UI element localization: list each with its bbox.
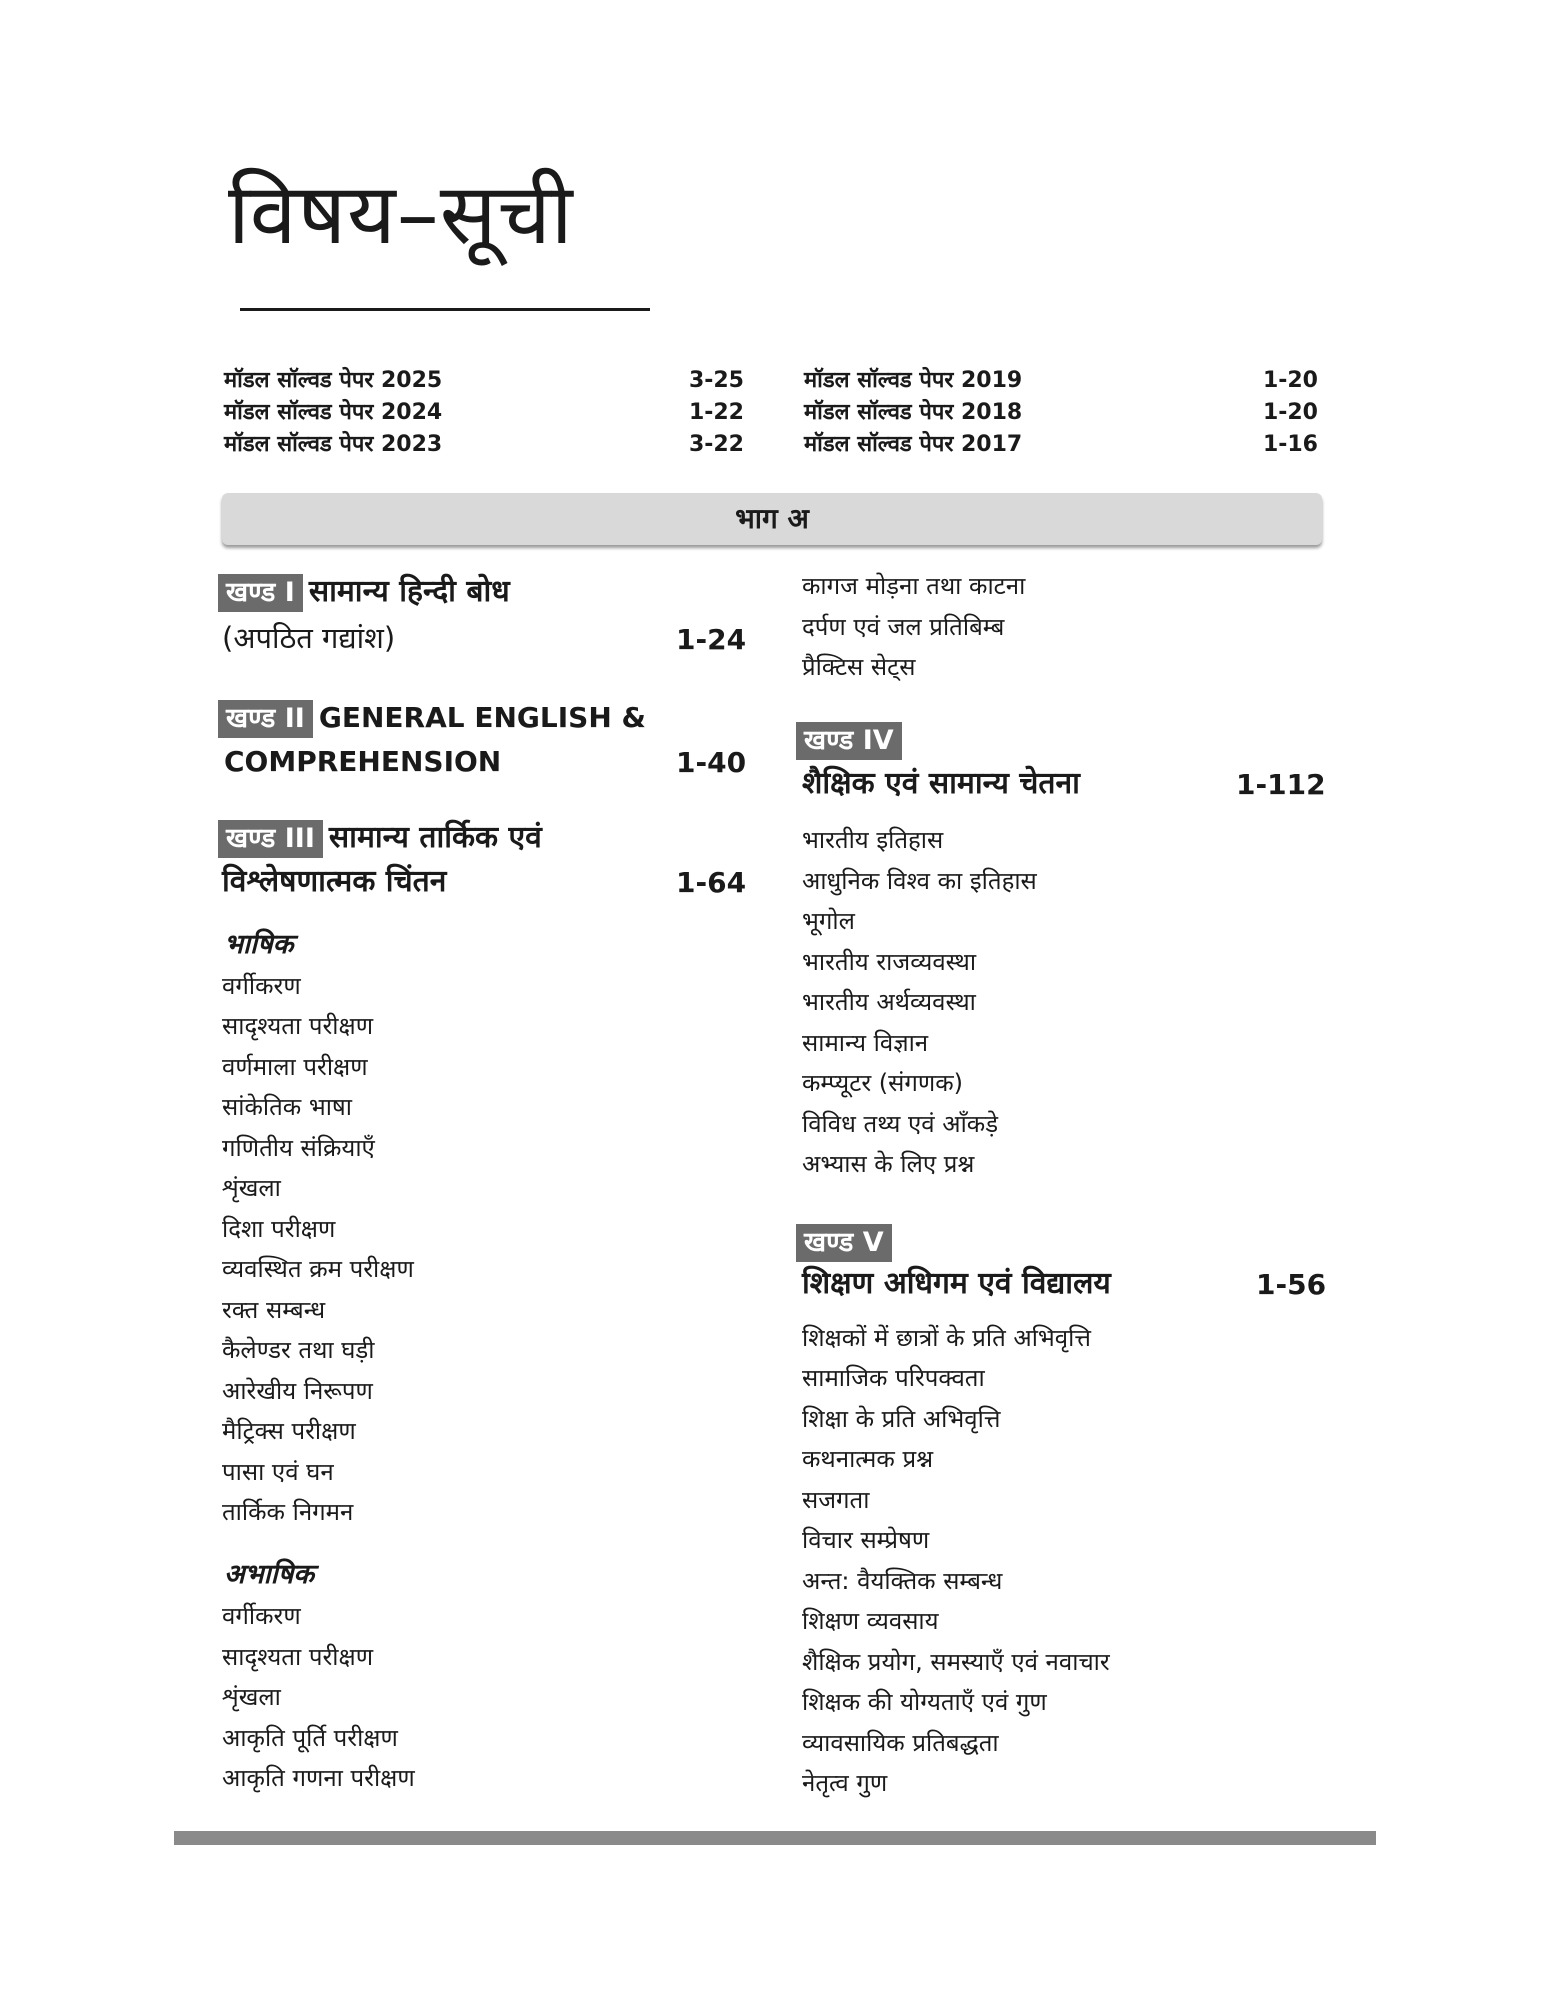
title-underline [240, 308, 650, 311]
topic-item: वर्गीकरण [222, 972, 301, 1000]
topic-item: शिक्षक की योग्यताएँ एवं गुण [802, 1688, 1047, 1716]
section-4-heading [796, 718, 908, 762]
topic-item: वर्णमाला परीक्षण [222, 1053, 368, 1081]
topic-item: अभ्यास के लिए प्रश्न [802, 1150, 975, 1178]
section-3-pages: 1-64 [676, 866, 747, 899]
model-paper-pages: 1-16 [1262, 432, 1318, 457]
model-paper-name: मॉडल सॉल्वड पेपर 2018 [804, 400, 1023, 425]
verbal-category-label: भाषिक [224, 929, 294, 960]
section-5-heading [796, 1220, 898, 1264]
section-4-title: शैक्षिक एवं सामान्य चेतना [802, 766, 1080, 801]
part-a-banner [222, 493, 1322, 545]
topic-item: विचार सम्प्रेषण [802, 1526, 930, 1554]
topic-item: भूगोल [802, 907, 855, 935]
topic-item: व्यवस्थित क्रम परीक्षण [222, 1255, 414, 1283]
section-5-pages: 1-56 [1256, 1268, 1327, 1301]
topic-item: भारतीय इतिहास [802, 826, 944, 854]
topic-item: शिक्षकों में छात्रों के प्रति अभिवृत्ति [802, 1324, 1091, 1352]
section-2-heading [218, 696, 646, 740]
topic-item: कम्प्यूटर (संगणक) [802, 1069, 964, 1097]
topic-item: कागज मोड़ना तथा काटना [802, 572, 1026, 600]
topic-item: पासा एवं घन [222, 1458, 334, 1486]
section-3-title: सामान्य तार्किक एवं [328, 820, 542, 855]
topic-item: शिक्षण व्यवसाय [802, 1607, 939, 1635]
topic-item: अन्त: वैयक्तिक सम्बन्ध [802, 1567, 1003, 1595]
footer-rule [174, 1831, 1376, 1845]
topic-item: आधुनिक विश्व का इतिहास [802, 867, 1037, 895]
model-paper-pages: 3-25 [688, 368, 744, 393]
topic-item: आकृति पूर्ति परीक्षण [222, 1724, 398, 1752]
model-paper-name: मॉडल सॉल्वड पेपर 2024 [224, 400, 443, 425]
topic-item: भारतीय अर्थव्यवस्था [802, 988, 976, 1016]
topic-item: तार्किक निगमन [222, 1498, 354, 1526]
topic-item: दर्पण एवं जल प्रतिबिम्ब [802, 613, 1005, 641]
section-3-heading [218, 816, 542, 860]
section-5-title: शिक्षण अधिगम एवं विद्यालय [802, 1266, 1111, 1301]
section-1-subtitle: (अपठित गद्यांश) [222, 621, 396, 655]
model-paper-name: मॉडल सॉल्वड पेपर 2025 [224, 368, 443, 393]
section-3-tag: खण्ड III [218, 820, 323, 858]
topic-item: दिशा परीक्षण [222, 1215, 336, 1243]
section-1-tag: खण्ड I [218, 574, 303, 612]
topic-item: प्रैक्टिस सेट्स [802, 653, 916, 681]
topic-item: सादृश्यता परीक्षण [222, 1012, 374, 1040]
model-paper-name: मॉडल सॉल्वड पेपर 2017 [804, 432, 1023, 457]
topic-item: सजगता [802, 1486, 870, 1514]
topic-item: कैलेण्डर तथा घड़ी [222, 1336, 375, 1364]
model-paper-pages: 3-22 [688, 432, 744, 457]
page-title: विषय–सूची [228, 165, 574, 263]
model-paper-name: मॉडल सॉल्वड पेपर 2019 [804, 368, 1023, 393]
model-paper-pages: 1-20 [1262, 368, 1318, 393]
topic-item: सामान्य विज्ञान [802, 1029, 929, 1057]
section-2-subtitle: COMPREHENSION [224, 745, 502, 778]
topic-item: कथनात्मक प्रश्न [802, 1445, 934, 1473]
topic-item: नेतृत्व गुण [802, 1769, 888, 1797]
section-2-title: GENERAL ENGLISH & [318, 701, 646, 734]
nonverbal-category-label: अभाषिक [224, 1559, 314, 1590]
topic-item: सादृश्यता परीक्षण [222, 1643, 374, 1671]
topic-item: व्यावसायिक प्रतिबद्धता [802, 1729, 999, 1757]
topic-item: वर्गीकरण [222, 1602, 301, 1630]
topic-item: आकृति गणना परीक्षण [222, 1764, 415, 1792]
topic-item: गणितीय संक्रियाएँ [222, 1134, 375, 1162]
model-paper-name: मॉडल सॉल्वड पेपर 2023 [224, 432, 443, 457]
section-1-pages: 1-24 [676, 623, 747, 656]
topic-item: विविध तथ्य एवं आँकड़े [802, 1110, 999, 1138]
topic-item: शिक्षा के प्रति अभिवृत्ति [802, 1405, 1001, 1433]
part-a-label: भाग अ [735, 502, 809, 535]
section-2-pages: 1-40 [676, 746, 747, 779]
section-5-tag: खण्ड V [796, 1224, 892, 1262]
topic-item: आरेखीय निरूपण [222, 1377, 373, 1405]
section-3-subtitle: विश्लेषणात्मक चिंतन [222, 864, 447, 899]
topic-item: शृंखला [222, 1174, 281, 1202]
section-1-heading [218, 570, 510, 614]
topic-item: सामाजिक परिपक्वता [802, 1364, 985, 1392]
model-paper-pages: 1-20 [1262, 400, 1318, 425]
model-paper-pages: 1-22 [688, 400, 744, 425]
section-4-tag: खण्ड IV [796, 722, 902, 760]
topic-item: सांकेतिक भाषा [222, 1093, 353, 1121]
topic-item: शैक्षिक प्रयोग, समस्याएँ एवं नवाचार [802, 1648, 1110, 1676]
section-4-pages: 1-112 [1236, 768, 1326, 801]
section-1-title: सामान्य हिन्दी बोध [308, 574, 510, 609]
topic-item: भारतीय राजव्यवस्था [802, 948, 977, 976]
topic-item: शृंखला [222, 1683, 281, 1711]
topic-item: मैट्रिक्स परीक्षण [222, 1417, 356, 1445]
section-2-tag: खण्ड II [218, 700, 313, 738]
topic-item: रक्त सम्बन्ध [222, 1296, 326, 1324]
